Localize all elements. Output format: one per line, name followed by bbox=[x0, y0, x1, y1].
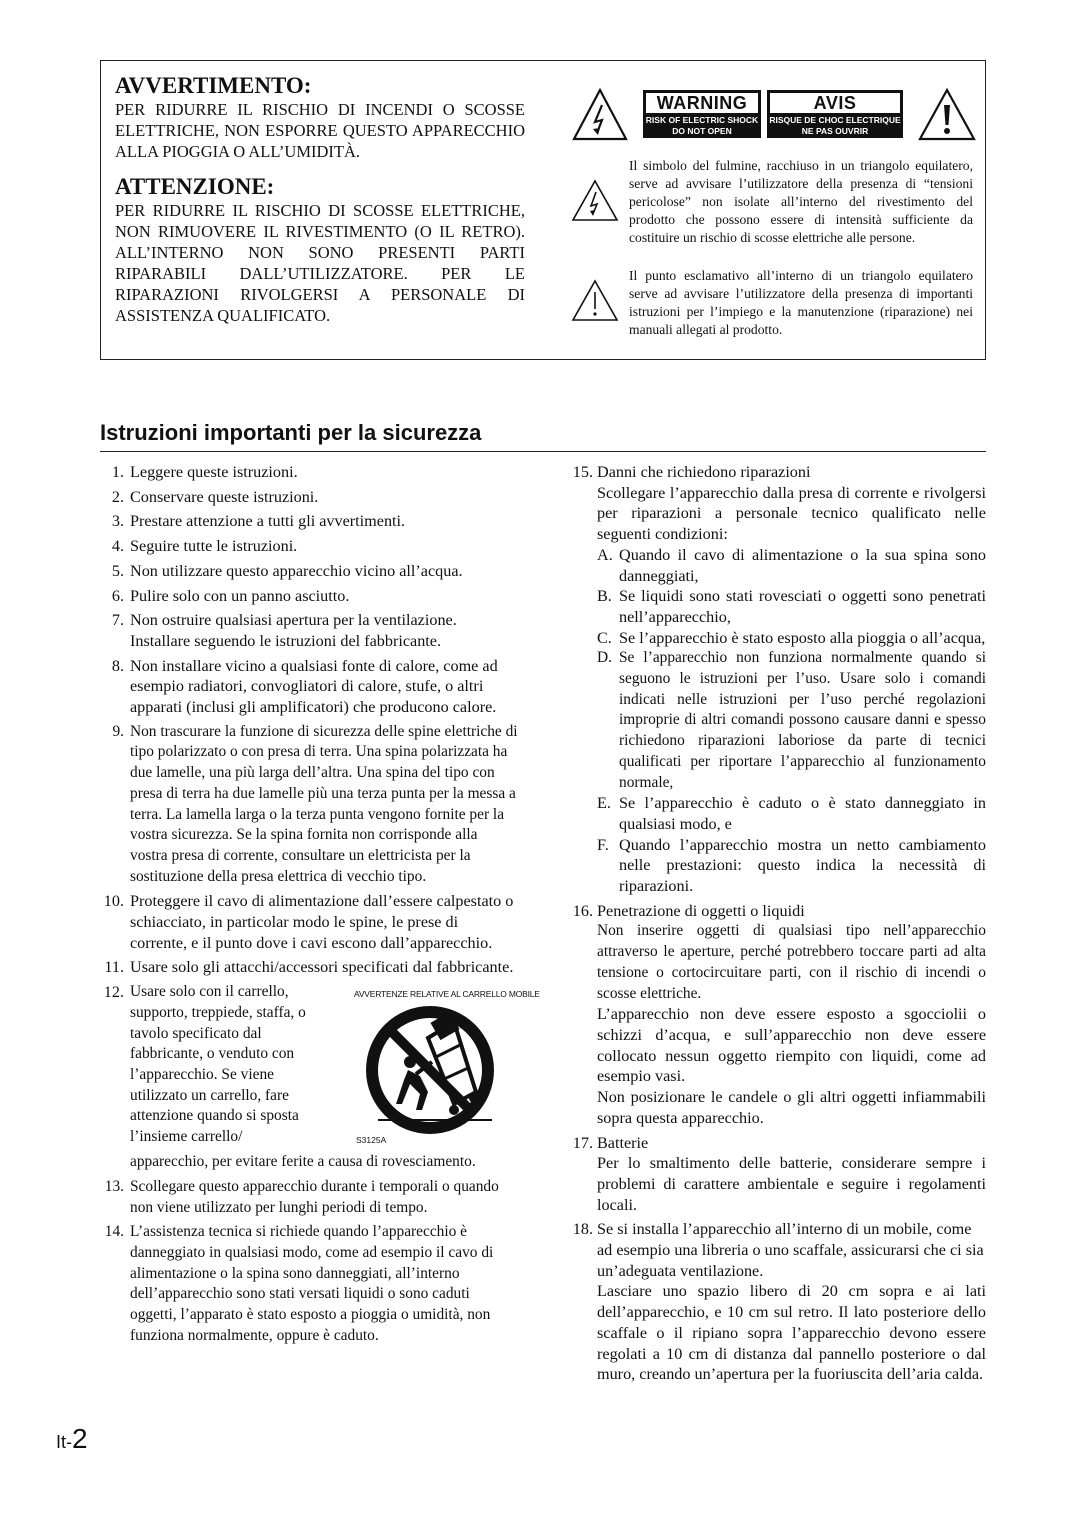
sub-item bbox=[597, 628, 986, 649]
sub-item-letter: F. bbox=[597, 835, 609, 854]
page-number bbox=[56, 1423, 88, 1455]
list-item bbox=[100, 891, 518, 953]
list-item bbox=[564, 901, 986, 1129]
item-number: 5. bbox=[111, 561, 124, 580]
item-number: 10. bbox=[103, 892, 124, 911]
page-number-prefix: It- bbox=[56, 1432, 72, 1452]
cart-block bbox=[130, 982, 540, 1154]
item-paragraph: Non posizionare le candele o gli altri oggetti infiammabili sopra questa apparecchio. bbox=[597, 1088, 986, 1127]
item-paragraph: Per lo smaltimento delle batterie, considerare sempre i problemi di carattere ambientale e seguire i regolamenti locali. bbox=[597, 1154, 986, 1214]
sub-item-letter: E. bbox=[597, 794, 611, 813]
warning-label bbox=[643, 90, 761, 138]
sub-item-text: Se l’apparecchio è caduto o è stato danneggiato in qualsiasi modo, e bbox=[619, 794, 986, 833]
item-text: Prestare attenzione a tutti gli avvertimenti. bbox=[130, 512, 406, 531]
item-number: 13. bbox=[104, 1177, 124, 1195]
item-number: 11. bbox=[104, 958, 124, 977]
item-text: Pulire solo con un panno asciutto. bbox=[130, 586, 350, 605]
list-item bbox=[100, 1177, 518, 1218]
item-number: 14. bbox=[104, 1223, 124, 1241]
item-number: 15. bbox=[572, 463, 593, 481]
list-item bbox=[100, 656, 518, 718]
item-text: Leggere queste istruzioni. bbox=[130, 463, 298, 481]
cart-figure-code: S3125A bbox=[356, 1135, 387, 1146]
item-text: Proteggere il cavo di alimentazione dall’essere calpestato o schiacciato, in particolar modo le spine, le prese di corrente, e il punto dove i cavi escono dall’apparecchio. bbox=[130, 892, 514, 952]
list-item bbox=[564, 1219, 986, 1385]
lightning-triangle-icon bbox=[571, 179, 619, 223]
list-item bbox=[100, 722, 518, 888]
list-item bbox=[564, 462, 986, 897]
item-number: 18. bbox=[572, 1220, 593, 1239]
sub-item-letter: C. bbox=[597, 628, 612, 647]
warning-label-subtitle: RISK OF ELECTRIC SHOCK DO NOT OPEN bbox=[645, 115, 759, 136]
sub-item bbox=[597, 586, 986, 627]
item-title: Batterie bbox=[597, 1133, 649, 1152]
item-number: 7. bbox=[111, 611, 124, 630]
section-divider bbox=[100, 451, 986, 452]
cart-figure-caption: AVVERTENZE RELATIVE AL CARRELLO MOBILE bbox=[354, 989, 540, 1000]
avis-label-title: AVIS bbox=[770, 93, 900, 113]
item-text: L’assistenza tecnica si richiede quando l’apparecchio è danneggiato in qualsiasi modo, come ad esempio il cavo di alimentazione o la spina sono danneggiati, all’interno dell’apparecchio sono stati versati liquidi o sono caduti oggetti, l’apparato è stato esposto a pioggia o umidità, non funziona normalmente, oppure è caduto. bbox=[130, 1223, 494, 1344]
item-text: Non ostruire qualsiasi apertura per la ventilazione. Installare seguendo le istruzioni del fabbricante. bbox=[130, 611, 457, 650]
item-text: Usare solo con il carrello, supporto, treppiede, staffa, o tavolo specificato dal fabbricante, o venduto con l’apparecchio. Se viene utilizzato un carrello, fare attenzione quando si sposta l’insieme carrello/ bbox=[130, 983, 306, 1146]
warning-label-title: WARNING bbox=[646, 93, 758, 113]
list-item bbox=[100, 511, 518, 532]
item-text: Non installare vicino a qualsiasi fonte di calore, come ad esempio radiatori, convogliatori di calore, stufe, o altri apparati (inclusi gli amplificatori) che producono calore. bbox=[130, 656, 498, 717]
item-number: 1. bbox=[111, 463, 124, 481]
list-item-cart bbox=[100, 982, 540, 1173]
list-item bbox=[564, 1133, 986, 1216]
lightning-triangle-icon bbox=[571, 87, 629, 143]
list-item bbox=[100, 561, 518, 582]
sub-item bbox=[597, 793, 986, 834]
page-number-value: 2 bbox=[72, 1423, 88, 1454]
list-item bbox=[100, 610, 518, 651]
instructions-left-column bbox=[100, 462, 540, 1351]
item-text-continued: apparecchio, per evitare ferite a causa di rovesciamento. bbox=[130, 1153, 476, 1171]
attenzione-text: PER RIDURRE IL RISCHIO DI SCOSSE ELETTRICHE, NON RIMUOVERE IL RIVESTIMENTO (O IL RETRO). ALL’INTERNO NON SONO PRESENTI PARTI RIPARABILI DALL’UTILIZZATORE. PER LE RIPARAZIONI RIVOLGERSI A PERSONALE DI ASSISTENZA QUALIFICATO. bbox=[115, 201, 525, 325]
sub-item-text: Se l’apparecchio è stato esposto alla pioggia o all’acqua, bbox=[619, 628, 986, 647]
exclamation-triangle-icon bbox=[571, 279, 619, 323]
sub-item-letter: A. bbox=[597, 545, 613, 564]
instructions-right-column bbox=[564, 462, 986, 1389]
exclamation-explanation bbox=[571, 267, 977, 347]
attenzione-title: ATTENZIONE: bbox=[115, 174, 275, 199]
item-number: 17. bbox=[572, 1133, 593, 1152]
list-item bbox=[100, 536, 518, 557]
exclamation-triangle-icon bbox=[917, 87, 977, 143]
warning-text-column bbox=[115, 73, 525, 338]
item-text: Scollegare questo apparecchio durante i temporali o quando non viene utilizzato per lunghi periodi di tempo. bbox=[130, 1177, 499, 1216]
lightning-text: Il simbolo del fulmine, racchiuso in un triangolo equilatero, serve ad avvisare l’utilizzatore della presenza di “tensioni pericolose” non isolate all’interno del rivestimento del prodotto che possono essere di intensità sufficiente da costituire un rischio di scosse elettriche alle persone. bbox=[629, 158, 973, 245]
cart-tipover-icon bbox=[358, 1000, 508, 1140]
caution-labels-row bbox=[571, 87, 977, 145]
item-title: Danni che richiedono riparazioni bbox=[597, 463, 811, 481]
sub-item-text: Quando il cavo di alimentazione o la sua spina sono danneggiati, bbox=[619, 545, 986, 585]
warning-box bbox=[100, 60, 986, 360]
list-item bbox=[100, 462, 518, 483]
sub-item-letter: B. bbox=[597, 587, 612, 606]
sub-item-letter: D. bbox=[597, 649, 612, 667]
item-paragraph: L’apparecchio non deve essere esposto a sgocciolii o schizzi d’acqua, e sull’apparecchio non deve essere collocato nessun oggetto riempito con liquidi, come ad esempio vasi. bbox=[597, 1005, 986, 1086]
list-item bbox=[100, 957, 518, 978]
item-number: 8. bbox=[111, 656, 124, 675]
cart-warning-figure bbox=[354, 984, 540, 1146]
item-number: 16. bbox=[572, 901, 593, 920]
sub-item-text: Se l’apparecchio non funziona normalmente quando si seguono le istruzioni per l’uso. Usare solo i comandi indicati nelle istruzioni per l’uso perché regolazioni improprie di altri comandi possono causare danni e spesso richiedono riparazioni laboriose da parte di tecnici qualificati per riportare l’apparecchio al funzionamento normale, bbox=[619, 649, 986, 791]
sub-item bbox=[597, 835, 986, 897]
item-number: 3. bbox=[111, 512, 124, 531]
avvertimento-text: PER RIDURRE IL RISCHIO DI INCENDI O SCOSSE ELETTRICHE, NON ESPORRE QUESTO APPARECCHIO ALLA PIOGGIA O ALL’UMIDITÀ. bbox=[115, 100, 525, 161]
avvertimento-title: AVVERTIMENTO: bbox=[115, 73, 312, 98]
avis-label bbox=[767, 90, 903, 138]
section-title: Istruzioni importanti per la sicurezza bbox=[100, 420, 482, 445]
item-intro: Scollegare l’apparecchio dalla presa di corrente e rivolgersi per riparazioni a personale tecnico qualificato nelle seguenti condizioni: bbox=[597, 483, 986, 544]
item-text: Non trascurare la funzione di sicurezza delle spine elettriche di tipo polarizzato o con presa di terra. Una spina polarizzata ha due lamelle, una più larga dell’altra. Una spina del tipo con presa di terra ha due lamelle più una terza punta per la messa a terra. La lamella larga o la terza punta vengono fornite per la vostra sicurezza. Se la spina fornita non corrisponde alla vostra presa di corrente, consultare un elettricista per la sostituzione della presa elettrica di vecchio tipo. bbox=[130, 722, 518, 885]
list-item bbox=[100, 586, 518, 607]
item-paragraph: Se si installa l’apparecchio all’interno di un mobile, come ad esempio una libreria o uno scaffale, assicurarsi che ci sia un’adeguata ventilazione. bbox=[597, 1220, 984, 1280]
sub-item bbox=[597, 648, 986, 793]
list-item bbox=[100, 1222, 518, 1346]
item-text: Non utilizzare questo apparecchio vicino all’acqua. bbox=[130, 561, 463, 580]
exclamation-text: Il punto esclamativo all’interno di un triangolo equilatero serve ad avvisare l’utilizzatore della presenza di importanti istruzioni per l’impiego e la manutenzione (riparazione) nei manuali allegati al prodotto. bbox=[629, 268, 973, 337]
item-paragraph: Lasciare uno spazio libero di 20 cm sopra e ai lati dell’apparecchio, e 10 cm sul retro. Il lato posteriore dello scaffale o il ripiano sopra l’apparecchio devono essere regolati a 10 cm di distanza dal pannello posteriore o dal muro, creando un’apertura per la fuoriuscita dell’aria calda. bbox=[597, 1282, 986, 1384]
item-text: Conservare queste istruzioni. bbox=[130, 487, 319, 506]
item-text: Seguire tutte le istruzioni. bbox=[130, 537, 298, 556]
sub-item-text: Se liquidi sono stati rovesciati o oggetti sono penetrati nell’apparecchio, bbox=[619, 587, 986, 626]
item-paragraph: Non inserire oggetti di qualsiasi tipo nell’apparecchio attraverso le aperture, perché potrebbero toccare parti ad alta tensione o cortocircuitare parti, con il rischio di incendi o scosse elettriche. bbox=[597, 922, 986, 1002]
sub-item-text: Quando l’apparecchio mostra un netto cambiamento nelle prestazioni: questo indica la necessità di riparazioni. bbox=[619, 835, 986, 896]
item-number: 9. bbox=[112, 722, 124, 740]
avis-label-subtitle: RISQUE DE CHOC ELECTRIQUE NE PAS OUVRIR bbox=[769, 115, 901, 136]
item-text: Usare solo gli attacchi/accessori specificati dal fabbricante. bbox=[130, 958, 514, 977]
item-title: Penetrazione di oggetti o liquidi bbox=[597, 901, 805, 920]
item-number: 2. bbox=[111, 487, 124, 506]
lightning-explanation bbox=[571, 157, 977, 263]
item-number: 4. bbox=[111, 537, 124, 556]
item-number: 12. bbox=[103, 983, 124, 1002]
list-item bbox=[100, 487, 518, 508]
item-number: 6. bbox=[111, 586, 124, 605]
sub-item bbox=[597, 545, 986, 586]
